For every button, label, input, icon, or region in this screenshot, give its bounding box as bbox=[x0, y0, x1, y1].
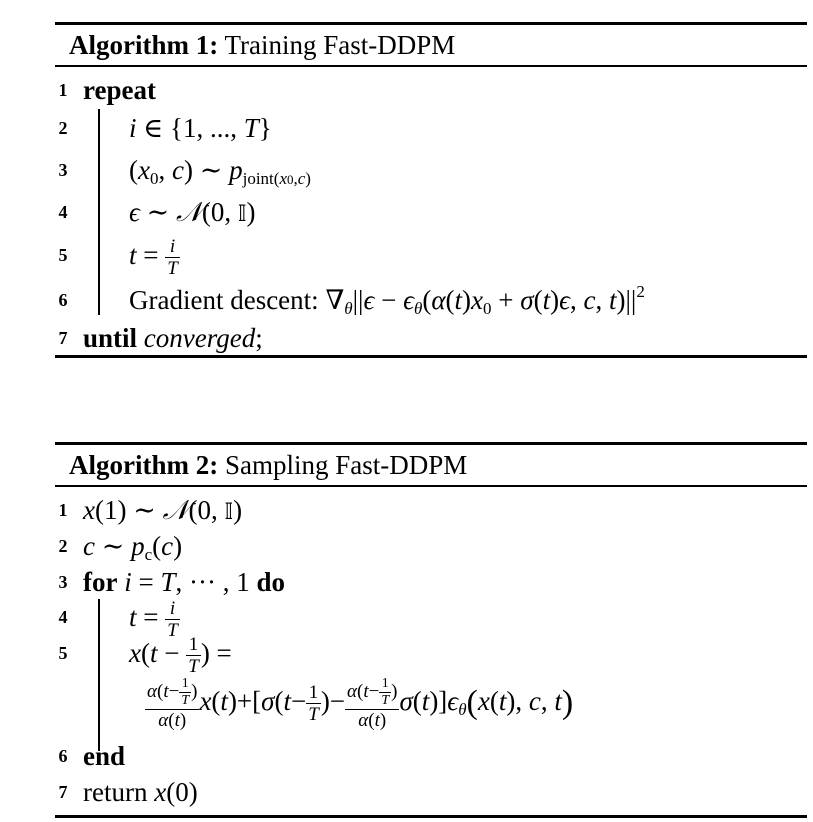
fraction-alpha-ratio: α(t− $\frac{1}{T}$ ) α(t) bbox=[347, 676, 398, 732]
fraction-i-over-T: $\frac{i}{T}$ bbox=[167, 598, 178, 642]
algorithm-2-body bbox=[55, 487, 807, 807]
algo1-line-1 bbox=[55, 73, 807, 107]
line-number: 4 bbox=[58, 607, 68, 627]
line-number: 1 bbox=[58, 500, 68, 520]
initial-sample-expression: x(1) ∼ 𝒩(0, 𝕀) bbox=[83, 495, 243, 526]
bottom-rule bbox=[55, 355, 807, 358]
line-number: 7 bbox=[58, 782, 68, 802]
algo2-line-5-continued bbox=[55, 675, 807, 732]
line-number: 2 bbox=[58, 118, 68, 138]
algo1-line-3 bbox=[55, 153, 807, 187]
algo2-line-1 bbox=[55, 493, 807, 527]
condition-sampling-expression: c ∼ $p_c(c)$ bbox=[83, 531, 183, 564]
algorithm-2-label: Algorithm 2: bbox=[69, 450, 219, 480]
update-rhs-expression: α(t− $\frac{1}{T}$ ) α(t) x(t)+[σ(t− $\frac{1}{T}$ )− α(t− $\frac{1}{T}$ ) α(t) $\sigma(t)]\epsilon_\theta(x(t)$, c, t) bbox=[147, 676, 574, 732]
fraction-i-over-T: $\frac{i}{T}$ bbox=[167, 236, 178, 280]
joint-sampling-expression: ($x_0$, c) ∼ $p_{joint(x0,c)}$ bbox=[129, 155, 311, 188]
algo1-line-5 bbox=[55, 235, 807, 280]
index-set-expression: i ∈ {1, ..., T} bbox=[129, 113, 272, 143]
line-number: 6 bbox=[58, 746, 68, 766]
algo2-line-4 bbox=[55, 598, 807, 642]
until-statement: until converged; bbox=[83, 323, 263, 353]
algo1-line-2 bbox=[55, 111, 807, 145]
line-number: 3 bbox=[58, 160, 68, 180]
line-number: 7 bbox=[58, 328, 68, 348]
fraction-1-over-T: $\frac{1}{T}$ bbox=[188, 634, 199, 678]
line-number: 1 bbox=[58, 80, 68, 100]
repeat-keyword: repeat bbox=[83, 75, 156, 105]
algorithm-2-title bbox=[55, 445, 807, 485]
algorithm-1-title bbox=[55, 25, 807, 65]
fraction-1-over-T: $\frac{1}{T}$ bbox=[308, 682, 319, 726]
gradient-descent-expression: Gradient descent: $\nabla_\theta||\epsilon - \epsilon_\theta(\alpha(t)x_0 + \sigma(t)\epsilon$, c, $t)||^2$ bbox=[129, 282, 645, 318]
line-number: 4 bbox=[58, 202, 68, 222]
line-number: 6 bbox=[58, 290, 68, 310]
noise-sampling-expression: ϵ ∼ 𝒩(0, 𝕀) bbox=[129, 197, 256, 228]
update-lhs-expression: x(t − $\frac{1}{T}$ ) = bbox=[129, 634, 232, 678]
time-assignment-expression: t = $\frac{i}{T}$ bbox=[129, 598, 178, 642]
for-loop-header: for i = T, ··· , 1 do bbox=[83, 567, 286, 597]
line-number: 5 bbox=[58, 245, 68, 265]
fraction-alpha-ratio: α(t− $\frac{1}{T}$ ) α(t) bbox=[147, 676, 198, 732]
end-keyword: end bbox=[83, 741, 126, 771]
algo2-line-5 bbox=[55, 634, 807, 678]
algo1-line-6 bbox=[55, 283, 807, 317]
algorithm-1-block bbox=[55, 22, 807, 358]
algorithm-1-body bbox=[55, 67, 807, 355]
algo2-line-6 bbox=[55, 739, 807, 773]
algo1-line-7 bbox=[55, 321, 807, 355]
algorithm-1-name: Training Fast-DDPM bbox=[224, 30, 456, 60]
line-number: 2 bbox=[58, 536, 68, 556]
algo2-line-7 bbox=[55, 775, 807, 809]
algorithm-2-name: Sampling Fast-DDPM bbox=[224, 450, 468, 480]
line-number: 5 bbox=[58, 643, 68, 663]
algorithm-2-block bbox=[55, 442, 807, 818]
algo1-line-4 bbox=[55, 195, 807, 229]
algo2-line-2 bbox=[55, 529, 807, 563]
bottom-rule bbox=[55, 815, 807, 818]
time-assignment-expression: t = $\frac{i}{T}$ bbox=[129, 236, 178, 280]
line-number: 3 bbox=[58, 572, 68, 592]
return-statement: return x(0) bbox=[83, 777, 198, 807]
algo2-line-3 bbox=[55, 565, 807, 599]
algorithm-1-label: Algorithm 1: bbox=[69, 30, 219, 60]
